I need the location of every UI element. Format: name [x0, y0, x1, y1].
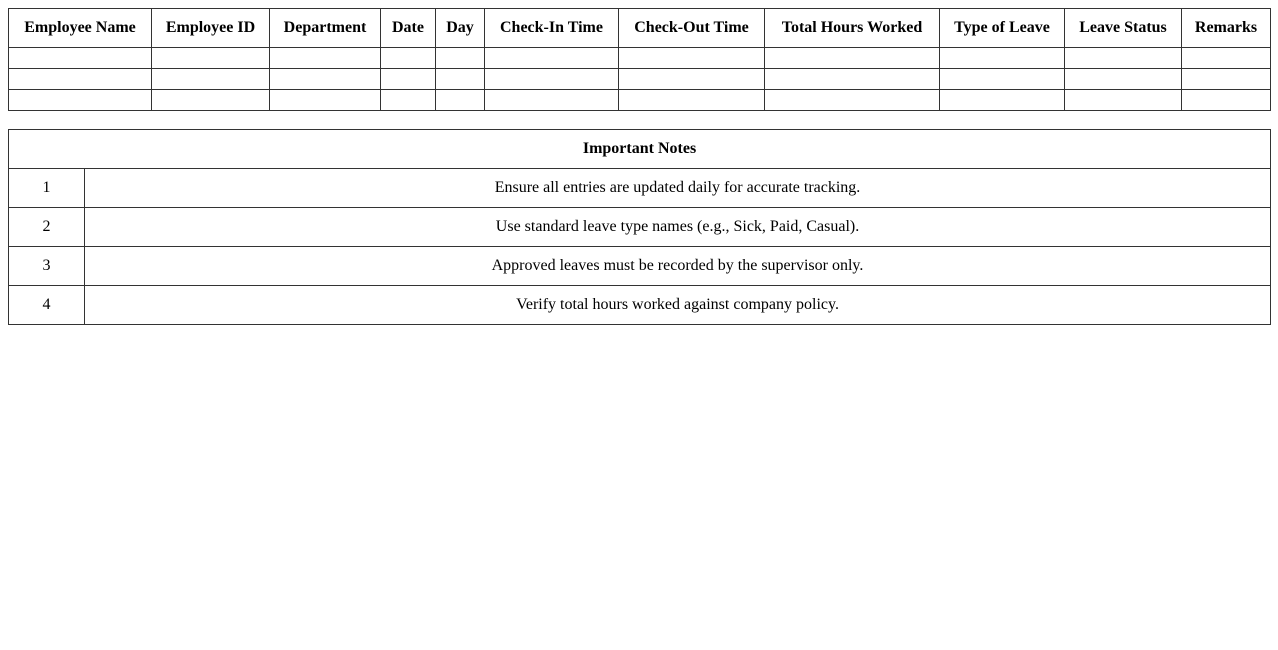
- column-header-type-of-leave: Type of Leave: [940, 9, 1065, 48]
- column-header-department: Department: [270, 9, 381, 48]
- cell-leave-status[interactable]: [1065, 48, 1182, 69]
- cell-employee-id[interactable]: [152, 48, 270, 69]
- note-number: 2: [9, 208, 85, 247]
- column-header-day: Day: [436, 9, 485, 48]
- note-row: [9, 247, 1271, 286]
- cell-date[interactable]: [381, 48, 436, 69]
- table-row: [9, 48, 1271, 69]
- table-row: [9, 69, 1271, 90]
- column-header-check-out-time: Check-Out Time: [619, 9, 765, 48]
- note-row: [9, 208, 1271, 247]
- cell-employee-id[interactable]: [152, 69, 270, 90]
- cell-employee-name[interactable]: [9, 90, 152, 111]
- table-row: [9, 90, 1271, 111]
- note-text: Verify total hours worked against company policy.: [85, 286, 1271, 325]
- cell-employee-name[interactable]: [9, 48, 152, 69]
- cell-check-in-time[interactable]: [485, 69, 619, 90]
- column-header-total-hours-worked: Total Hours Worked: [765, 9, 940, 48]
- cell-remarks[interactable]: [1182, 48, 1271, 69]
- notes-title: Important Notes: [9, 130, 1271, 169]
- cell-type-of-leave[interactable]: [940, 69, 1065, 90]
- column-header-remarks: Remarks: [1182, 9, 1271, 48]
- cell-department[interactable]: [270, 48, 381, 69]
- cell-department[interactable]: [270, 90, 381, 111]
- cell-employee-id[interactable]: [152, 90, 270, 111]
- note-text: Ensure all entries are updated daily for accurate tracking.: [85, 169, 1271, 208]
- cell-type-of-leave[interactable]: [940, 90, 1065, 111]
- notes-title-row: [9, 130, 1271, 169]
- cell-employee-name[interactable]: [9, 69, 152, 90]
- attendance-table: [8, 8, 1271, 111]
- note-row: [9, 169, 1271, 208]
- cell-remarks[interactable]: [1182, 69, 1271, 90]
- cell-check-in-time[interactable]: [485, 48, 619, 69]
- cell-day[interactable]: [436, 48, 485, 69]
- column-header-date: Date: [381, 9, 436, 48]
- note-number: 1: [9, 169, 85, 208]
- note-number: 4: [9, 286, 85, 325]
- cell-total-hours-worked[interactable]: [765, 90, 940, 111]
- cell-day[interactable]: [436, 90, 485, 111]
- cell-date[interactable]: [381, 69, 436, 90]
- note-text: Approved leaves must be recorded by the supervisor only.: [85, 247, 1271, 286]
- column-header-check-in-time: Check-In Time: [485, 9, 619, 48]
- column-header-employee-id: Employee ID: [152, 9, 270, 48]
- cell-date[interactable]: [381, 90, 436, 111]
- cell-remarks[interactable]: [1182, 90, 1271, 111]
- cell-type-of-leave[interactable]: [940, 48, 1065, 69]
- note-row: [9, 286, 1271, 325]
- header-row: [9, 9, 1271, 48]
- cell-total-hours-worked[interactable]: [765, 48, 940, 69]
- column-header-employee-name: Employee Name: [9, 9, 152, 48]
- cell-total-hours-worked[interactable]: [765, 69, 940, 90]
- cell-check-in-time[interactable]: [485, 90, 619, 111]
- note-text: Use standard leave type names (e.g., Sick, Paid, Casual).: [85, 208, 1271, 247]
- column-header-leave-status: Leave Status: [1065, 9, 1182, 48]
- cell-department[interactable]: [270, 69, 381, 90]
- cell-leave-status[interactable]: [1065, 90, 1182, 111]
- cell-check-out-time[interactable]: [619, 69, 765, 90]
- cell-day[interactable]: [436, 69, 485, 90]
- note-number: 3: [9, 247, 85, 286]
- cell-check-out-time[interactable]: [619, 48, 765, 69]
- cell-check-out-time[interactable]: [619, 90, 765, 111]
- important-notes-table: [8, 129, 1271, 325]
- cell-leave-status[interactable]: [1065, 69, 1182, 90]
